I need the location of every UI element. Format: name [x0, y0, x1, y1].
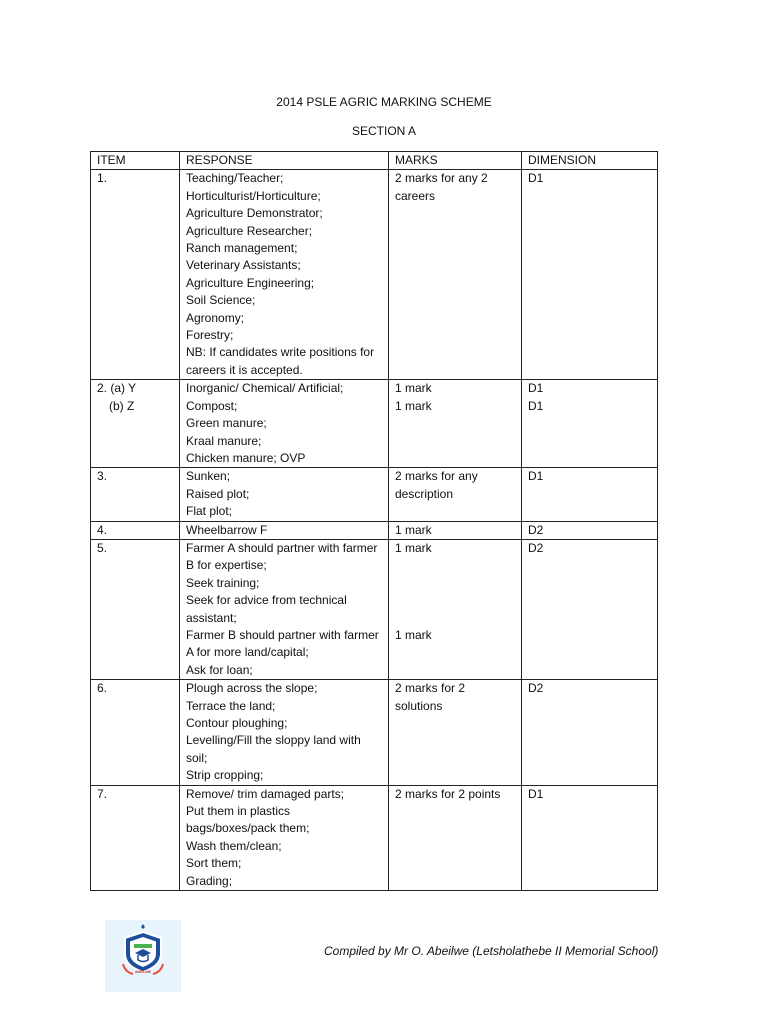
item-number: 2. (a) Y [97, 381, 137, 396]
dimension-cell [522, 468, 658, 521]
marks-cell [389, 539, 522, 679]
response-line: Seek training; [186, 575, 260, 590]
response-line: Put them in plastics bags/boxes/pack them; [186, 804, 310, 836]
marks-line: 2 marks for any 2 [395, 171, 488, 186]
marks-line: 2 marks for 2 [395, 681, 466, 696]
marks-line: 1 mark [395, 522, 432, 537]
marks-line: 1 mark [395, 381, 432, 396]
marks-cell [389, 680, 522, 785]
dimension-cell [522, 521, 658, 539]
school-logo [105, 920, 181, 992]
response-line: Strip cropping; [186, 768, 264, 783]
dimension-value: D1 [528, 381, 544, 396]
response-line: Agriculture Researcher; [186, 223, 313, 238]
response-line: Wheelbarrow F [186, 522, 268, 537]
response-line: Forestry; [186, 328, 234, 343]
item-number: 6. [97, 681, 108, 696]
dimension-value: D1 [528, 786, 544, 801]
dimension-value: D1 [528, 469, 544, 484]
item-subpart: (b) Z [109, 398, 135, 413]
item-number: 5. [97, 540, 108, 555]
logo-text: ABEILWE [135, 970, 151, 974]
section-heading: SECTION A [351, 124, 416, 138]
marking-scheme-table [90, 151, 658, 891]
response-line: Raised plot; [186, 486, 250, 501]
response-line: Grading; [186, 873, 233, 888]
response-line: Wash them/clean; [186, 838, 282, 853]
response-line: Flat plot; [186, 504, 233, 519]
table-row [91, 521, 658, 539]
marks-line: description [395, 486, 454, 501]
dimension-value: D2 [528, 522, 544, 537]
response-line: Farmer B should partner with farmer A for more land/capital; [186, 627, 379, 660]
dimension-value: D2 [528, 540, 544, 555]
response-line: Veterinary Assistants; [186, 258, 301, 273]
marks-line: 1 mark [395, 540, 432, 555]
dimension-cell [522, 539, 658, 679]
response-line: Green manure; [186, 416, 267, 431]
shield-icon [105, 920, 181, 992]
marks-line: 1 mark [395, 627, 432, 642]
table-row [91, 785, 658, 890]
header-item: ITEM [91, 152, 180, 170]
marks-line: solutions [395, 698, 443, 713]
response-line: Inorganic/ Chemical/ Artificial; [186, 381, 344, 396]
marks-cell [389, 468, 522, 521]
marks-cell [389, 170, 522, 380]
response-line: Ranch management; [186, 241, 298, 256]
dimension-cell [522, 680, 658, 785]
response-line: Soil Science; [186, 293, 256, 308]
response-line: Remove/ trim damaged parts; [186, 786, 345, 801]
response-line: Seek for advice from technical assistant; [186, 593, 347, 625]
marks-cell [389, 521, 522, 539]
response-line: Agriculture Demonstrator; [186, 206, 323, 221]
item-cell [91, 468, 180, 521]
marks-line: 2 marks for any [395, 469, 478, 484]
dimension-cell [522, 785, 658, 890]
document-title: 2014 PSLE AGRIC MARKING SCHEME [276, 95, 492, 109]
dimension-cell [522, 380, 658, 468]
marks-cell [389, 380, 522, 468]
response-line: Compost; [186, 398, 238, 413]
item-number: 7. [97, 786, 108, 801]
response-cell [180, 539, 389, 679]
response-line: Farmer A should partner with farmer B for expertise; [186, 540, 378, 573]
item-number: 4. [97, 522, 108, 537]
response-line: Agronomy; [186, 310, 245, 325]
item-cell [91, 170, 180, 380]
table-row [91, 468, 658, 521]
response-line: Agriculture Engineering; [186, 275, 315, 290]
table-header-row [91, 152, 658, 170]
header-response: RESPONSE [180, 152, 389, 170]
item-cell [91, 380, 180, 468]
response-line: Horticulturist/Horticulture; [186, 188, 321, 203]
response-line: Chicken manure; OVP [186, 450, 306, 465]
marks-cell [389, 785, 522, 890]
item-cell [91, 785, 180, 890]
response-cell [180, 521, 389, 539]
dimension-cell [522, 170, 658, 380]
response-cell [180, 785, 389, 890]
table-row [91, 380, 658, 468]
response-line: Kraal manure; [186, 433, 262, 448]
table-row [91, 170, 658, 380]
response-cell [180, 468, 389, 521]
response-line: Sunken; [186, 469, 231, 484]
response-note: NB: If candidates write positions for careers it is accepted. [186, 345, 375, 377]
response-cell [180, 380, 389, 468]
marks-spacer [395, 557, 516, 627]
dimension-value: D1 [528, 398, 544, 413]
marks-line: careers [395, 188, 436, 203]
response-line: Terrace the land; [186, 698, 276, 713]
dimension-value: D1 [528, 171, 544, 186]
response-line: Teaching/Teacher; [186, 171, 284, 186]
table-row [91, 680, 658, 785]
table-row [91, 539, 658, 679]
response-line: Sort them; [186, 856, 242, 871]
item-cell [91, 680, 180, 785]
response-line: Contour ploughing; [186, 716, 288, 730]
marks-line: 1 mark [395, 398, 432, 413]
response-line: Plough across the slope; [186, 681, 318, 696]
response-cell [180, 680, 389, 785]
header-dimension: DIMENSION [522, 152, 658, 170]
item-cell [91, 539, 180, 679]
dimension-value: D2 [528, 681, 544, 696]
item-cell [91, 521, 180, 539]
item-number: 1. [97, 171, 108, 186]
item-number: 3. [97, 469, 108, 484]
header-marks: MARKS [389, 152, 522, 170]
response-line: Levelling/Fill the sloppy land with soil; [186, 733, 361, 765]
response-cell [180, 170, 389, 380]
footer-credit: Compiled by Mr O. Abeilwe (Letsholathebe II Memorial School) [324, 944, 659, 958]
response-line: Ask for loan; [186, 662, 253, 677]
marks-line: 2 marks for 2 points [395, 786, 501, 801]
